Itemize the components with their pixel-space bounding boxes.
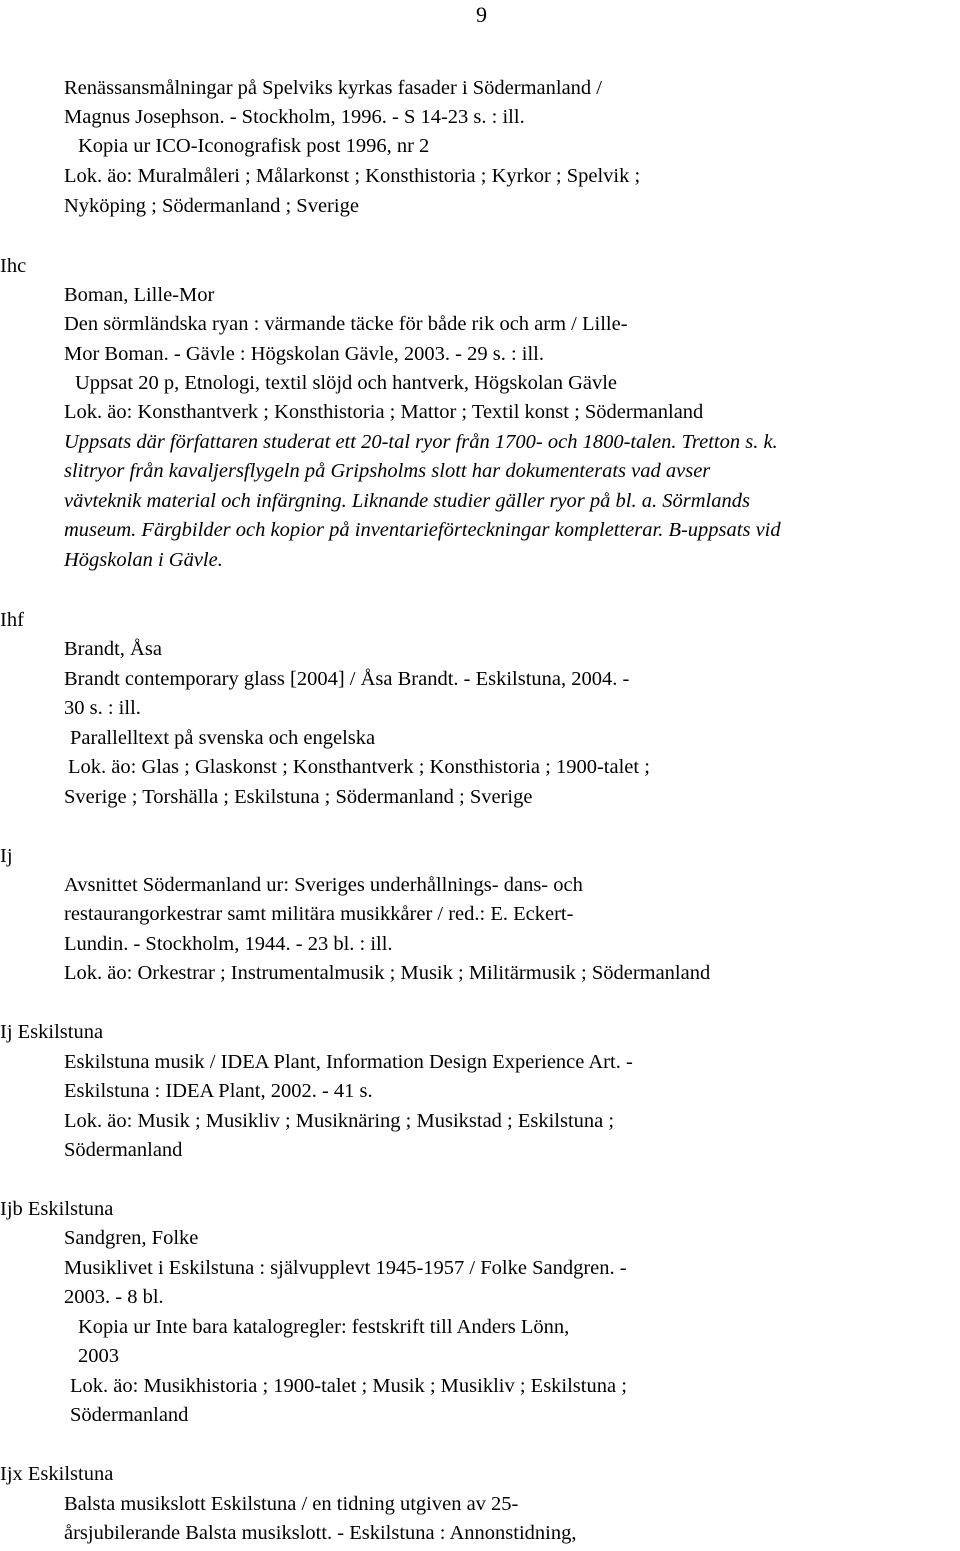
entry-author: Sandgren, Folke <box>64 1227 199 1249</box>
entry-line: Renässansmålningar på Spelviks kyrkas fasader i Södermanland / <box>64 77 602 99</box>
classification-code: Ihf <box>0 609 24 631</box>
entry-line: Mor Boman. - Gävle : Högskolan Gävle, 2003. - 29 s. : ill. <box>64 343 544 365</box>
entry-line: Balsta musikslott Eskilstuna / en tidning utgiven av 25- <box>64 1493 519 1515</box>
subject-terms-continued: Nyköping ; Södermanland ; Sverige <box>64 195 359 217</box>
subject-terms: Lok. äo: Muralmåleri ; Målarkonst ; Konsthistoria ; Kyrkor ; Spelvik ; <box>64 165 641 187</box>
entry-line: Musiklivet i Eskilstuna : självupplevt 1945-1957 / Folke Sandgren. - <box>64 1257 627 1279</box>
entry-line: Brandt contemporary glass [2004] / Åsa Brandt. - Eskilstuna, 2004. - <box>64 668 630 690</box>
entry-author: Boman, Lille-Mor <box>64 284 215 306</box>
entry-note: Kopia ur Inte bara katalogregler: festskrift till Anders Lönn, <box>78 1316 570 1338</box>
entry-line: Lundin. - Stockholm, 1944. - 23 bl. : ill. <box>64 933 393 955</box>
classification-code: Ij Eskilstuna <box>0 1021 104 1043</box>
entry-line: Eskilstuna musik / IDEA Plant, Information Design Experience Art. - <box>64 1051 633 1073</box>
entry-line: Eskilstuna : IDEA Plant, 2002. - 41 s. <box>64 1080 373 1102</box>
entry-line: årsjubilerande Balsta musikslott. - Eskilstuna : Annonstidning, <box>64 1522 577 1544</box>
entry-line: Magnus Josephson. - Stockholm, 1996. - S 14-23 s. : ill. <box>64 106 525 128</box>
entry-note: Kopia ur ICO-Iconografisk post 1996, nr 2 <box>78 135 430 157</box>
annotation-line: Högskolan i Gävle. <box>64 549 223 571</box>
page-number: 9 <box>476 2 487 27</box>
entry-line: 2003. - 8 bl. <box>64 1286 164 1308</box>
subject-terms: Lok. äo: Musik ; Musikliv ; Musiknäring ; Musikstad ; Eskilstuna ; <box>64 1110 615 1132</box>
subject-terms: Lok. äo: Musikhistoria ; 1900-talet ; Musik ; Musikliv ; Eskilstuna ; <box>70 1375 627 1397</box>
subject-terms-continued: Södermanland <box>70 1404 189 1426</box>
entry-line: 30 s. : ill. <box>64 697 141 719</box>
annotation-line: Uppsats där författaren studerat ett 20-tal ryor från 1700- och 1800-talen. Tretton s. k. <box>64 431 778 453</box>
subject-terms-continued: Sverige ; Torshälla ; Eskilstuna ; Södermanland ; Sverige <box>64 786 533 808</box>
annotation-line: slitryor från kavaljersflygeln på Gripsholms slott har dokumenterats vad avser <box>64 460 711 482</box>
classification-code: Ij <box>0 845 13 867</box>
annotation-line: museum. Färgbilder och kopior på inventarieförteckningar kompletterar. B-uppsats vid <box>64 519 781 541</box>
entry-line: Den sörmländska ryan : värmande täcke för både rik och arm / Lille- <box>64 313 628 335</box>
entry-line: restaurangorkestrar samt militära musikkårer / red.: E. Eckert- <box>64 903 574 925</box>
entry-note: Parallelltext på svenska och engelska <box>70 727 376 749</box>
entry-author: Brandt, Åsa <box>64 638 162 660</box>
annotation-line: vävteknik material och infärgning. Liknande studier gäller ryor på bl. a. Sörmlands <box>64 490 750 512</box>
subject-terms-continued: Södermanland <box>64 1139 183 1161</box>
entry-note: Uppsat 20 p, Etnologi, textil slöjd och hantverk, Högskolan Gävle <box>75 372 618 394</box>
classification-code: Ijb Eskilstuna <box>0 1198 114 1220</box>
subject-terms: Lok. äo: Glas ; Glaskonst ; Konsthantverk ; Konsthistoria ; 1900-talet ; <box>68 756 650 778</box>
subject-terms: Lok. äo: Konsthantverk ; Konsthistoria ; Mattor ; Textil konst ; Södermanland <box>64 401 704 423</box>
classification-code: Ihc <box>0 255 27 277</box>
entry-line: Avsnittet Södermanland ur: Sveriges underhållnings- dans- och <box>64 874 583 896</box>
entry-note-continued: 2003 <box>78 1345 119 1367</box>
classification-code: Ijx Eskilstuna <box>0 1463 114 1485</box>
subject-terms: Lok. äo: Orkestrar ; Instrumentalmusik ; Musik ; Militärmusik ; Södermanland <box>64 962 711 984</box>
